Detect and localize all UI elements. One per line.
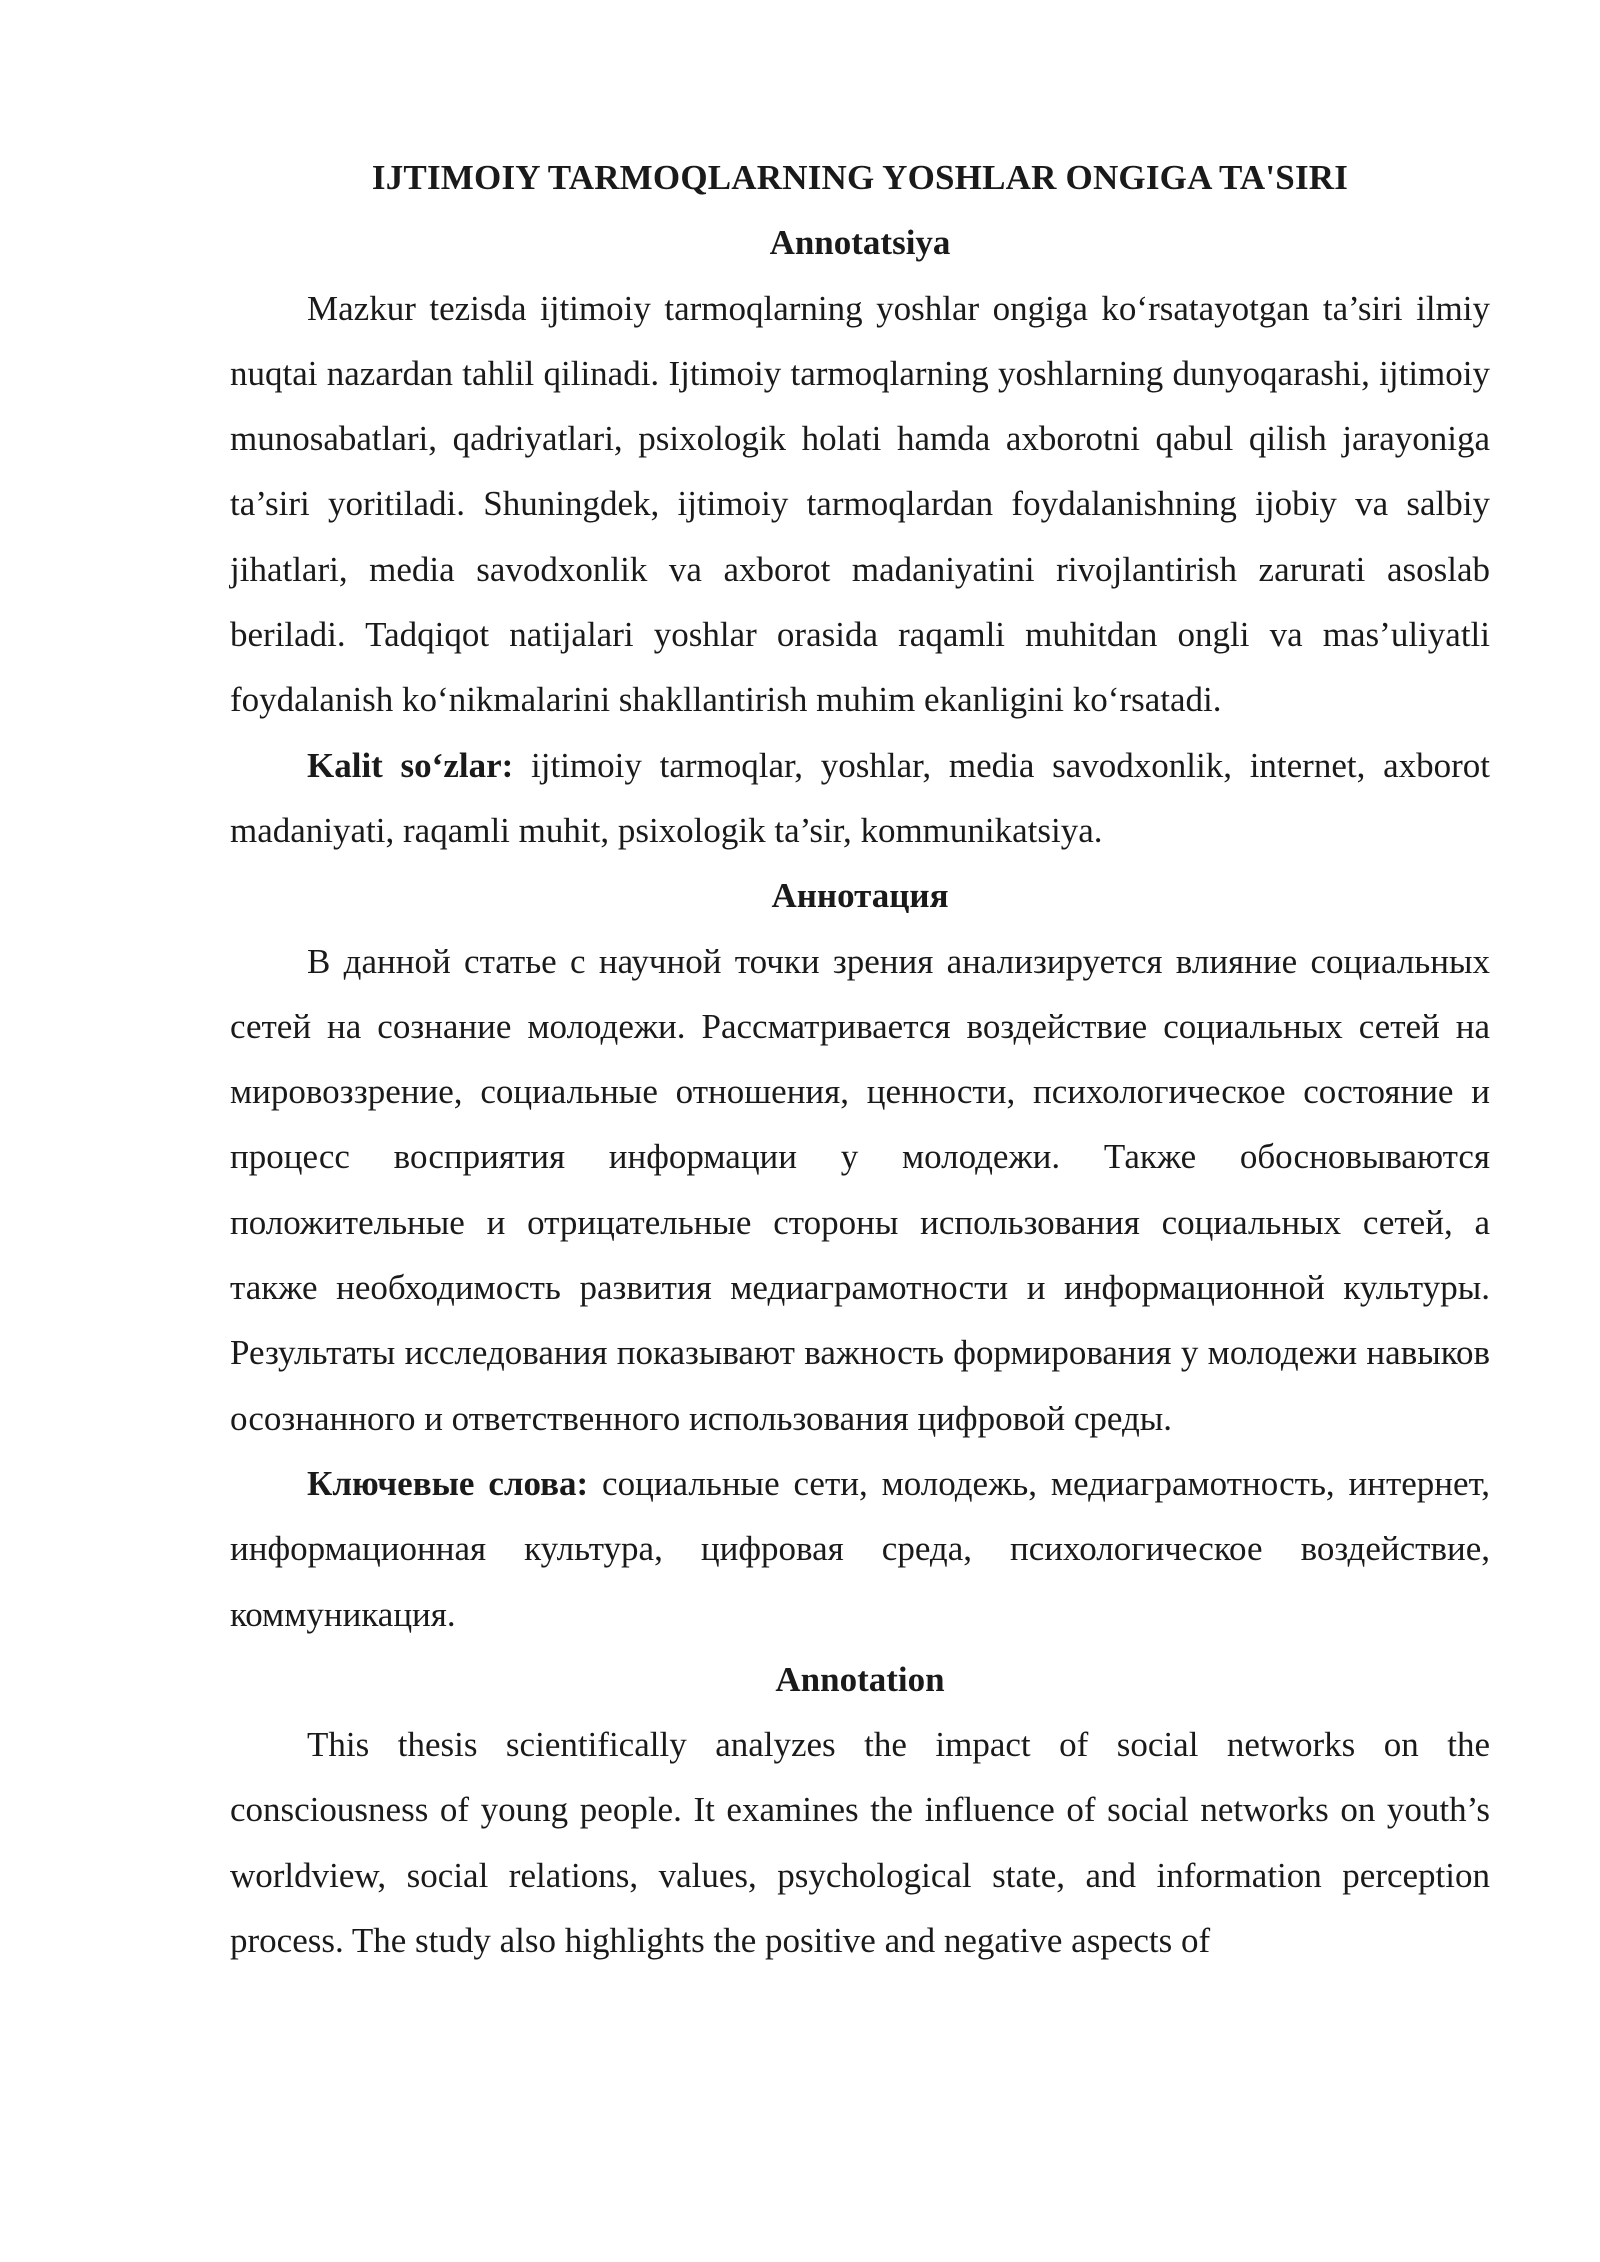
paper-title: IJTIMOIY TARMOQLARNING YOSHLAR ONGIGA TA'SIRI [371, 158, 1349, 197]
abstract-ru [230, 863, 1490, 1647]
abstract-uz-heading: Annotatsiya [769, 223, 951, 263]
keywords-uz [230, 733, 1490, 864]
keywords-uz-text: ijtimoiy tarmoqlar, yoshlar, media savodxonlik, internet, axborot madaniyati, raqamli muhit, psixologik ta’sir, kommunikatsiya. [230, 745, 1490, 850]
keywords-ru [230, 1451, 1490, 1647]
keywords-ru-text: социальные сети, молодежь, медиаграмотность, интернет, информационная культура, цифровая среда, психологическое воздействие, коммуникация. [230, 1463, 1490, 1634]
keywords-uz-label: Kalit so‘zlar: [307, 745, 514, 785]
abstract-uz-text: Mazkur tezisda ijtimoiy tarmoqlarning yoshlar ongiga ko‘rsatayotgan ta’siri ilmiy nuqtai nazardan tahlil qilinadi. Ijtimoiy tarmoqlarning yoshlarning dunyoqarashi, ijtimoiy munosabatlari, qadriyatlari, psixologik holati hamda axborotni qabul qilish jarayoniga ta’siri yoritiladi. Shuningdek, ijtimoiy tarmoqlardan foydalanishning ijobiy va salbiy jihatlari, media savodxonlik va axborot madaniyatini rivojlantirish zarurati asoslab beriladi. Tadqiqot natijalari yoshlar orasida raqamli muhitdan ongli va mas’uliyatli foydalanish ko‘nikmalarini shakllantirish muhim ekanligini ko‘rsatadi. [230, 288, 1490, 720]
abstract-ru-heading: Аннотация [771, 876, 949, 916]
keywords-ru-label: Ключевые слова: [307, 1463, 589, 1503]
document-page [230, 145, 1490, 1973]
abstract-en-text: This thesis scientifically analyzes the impact of social networks on the consciousness of young people. It examines the influence of social networks on youth’s worldview, social relations, values, psychological state, and information perception process. The study also highlights the positive and negative aspects of [230, 1725, 1490, 1961]
abstract-en-heading: Annotation [775, 1659, 945, 1699]
abstract-en [230, 1647, 1490, 1973]
abstract-ru-text: В данной статье с научной точки зрения анализируется влияние социальных сетей на сознание молодежи. Рассматривается воздействие социальных сетей на мировоззрение, социальные отношения, ценности, психологическое состояние и процесс восприятия информации у молодежи. Также обосновываются положительные и отрицательные стороны использования социальных сетей, а также необходимость развития медиаграмотности и информационной культуры. Результаты исследования показывают важность формирования у молодежи навыков осознанного и ответственного использования цифровой среды. [230, 941, 1490, 1438]
abstract-uz [230, 210, 1490, 863]
